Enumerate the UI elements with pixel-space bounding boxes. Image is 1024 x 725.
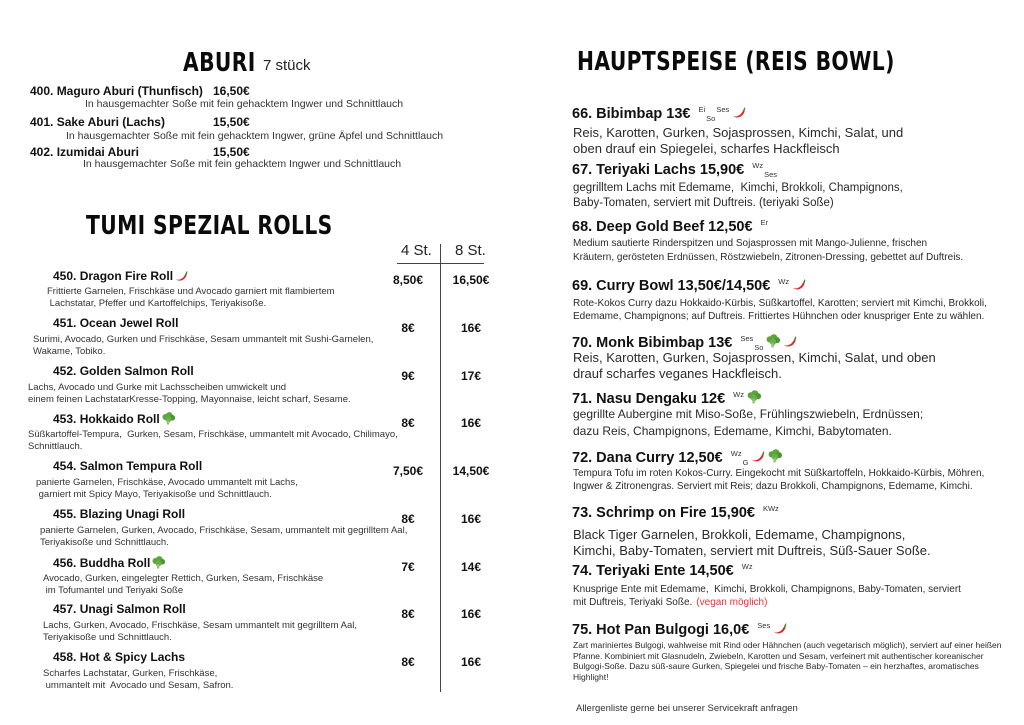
bowl-desc-line: dazu Reis, Champignons, Edemame, Kimchi, Babytomaten.: [573, 424, 892, 438]
roll-price-4: 8€: [401, 655, 415, 669]
bowl-desc-line: gegrillte Aubergine mit Miso-Soße, Frühlingszwiebeln, Erdnüssen;: [573, 407, 924, 421]
allergen-code: Wz: [733, 389, 744, 399]
allergen-code: Wz: [752, 161, 764, 170]
roll-price-8: 17€: [460, 369, 482, 383]
bowl-desc-line: Black Tiger Garnelen, Brokkoli, Edemame, Champignons,: [573, 527, 906, 542]
allergen-tags: [778, 278, 790, 294]
roll-price-4: 7€: [401, 560, 415, 574]
hauptspeise-heading: HAUPTSPEISE (REIS BOWL): [577, 47, 895, 77]
allergen-tags: [740, 335, 764, 351]
roll-name: 456. Buddha Roll: [53, 555, 166, 573]
bowl-name: 66. Bibimbap 13€ $^{Ei}_{So}^{Ses}$: [572, 104, 747, 124]
roll-desc-line: im Tofumantel und Teriyaki Soße: [43, 584, 184, 596]
allergen-code: Ses: [740, 333, 754, 343]
bowl-desc-line: Kräutern, gerösteten Erdnüssen, Röstzwiebeln, Zitronen-Dressing, gebettet auf Duftreis.: [573, 252, 964, 263]
bowl-desc-line: oben drauf ein Spiegelei, scharfes Hackfleisch: [573, 141, 840, 156]
allergen-code: Wz: [741, 562, 753, 571]
allergen-code: KWz: [762, 504, 779, 513]
aburi-item-desc: In hausgemachter Soße mit fein gehacktem Ingwer und Schnittlauch: [83, 158, 402, 170]
roll-desc-line: Lachs, Avocado und Gurke mit Lachsscheiben umwickelt und: [28, 382, 287, 393]
roll-desc-line: Surimi, Avocado, Gurken und Frischkäse, Sesam ummantelt mit Sushi-Garnelen,: [33, 334, 374, 345]
allergen-tags: [761, 219, 770, 235]
bowl-name: 68. Deep Gold Beef 12,50€ $^{Er}$: [572, 218, 769, 235]
aburi-heading: ABURI: [183, 48, 256, 78]
col-header-4: 4 St.: [401, 242, 432, 259]
bowl-desc-line: Knusprige Ente mit Edemame, Kimchi, Brokkoli, Champignons, Baby-Tomaten, serviert: [573, 584, 961, 595]
col-header-8: 8 St.: [455, 242, 486, 259]
roll-name: 450. Dragon Fire Roll: [53, 268, 189, 286]
allergen-code: So: [754, 342, 764, 352]
allergen-code: Er: [760, 218, 769, 227]
roll-name: 453. Hokkaido Roll: [53, 411, 176, 429]
vegan-note: (vegan möglich): [696, 597, 768, 608]
roll-desc-line: Lachs, Gurken, Avocado, Frischkäse, Sesam ummantelt mit gegrilltem Aal,: [43, 620, 357, 631]
bowl-desc-line: Ingwer & Zitronengras. Serviert mit Reis; dazu Brokkoli, Champignons, Edemame, Kimchi.: [573, 481, 973, 492]
roll-name: 451. Ocean Jewel Roll: [53, 316, 179, 330]
aburi-subtitle: 7 stück: [263, 57, 311, 74]
allergen-code: G: [742, 457, 749, 467]
roll-price-8: 16€: [460, 607, 482, 621]
rolls-heading: TUMI SPEZIAL ROLLS: [86, 211, 333, 241]
aburi-item-price: 16,50€: [213, 84, 250, 98]
bowl-desc-line: Baby-Tomaten, serviert mit Duftreis. (teriyaki Soße): [573, 197, 834, 209]
roll-price-8: 16€: [460, 416, 482, 430]
bowl-name: 71. Nasu Dengaku 12€ $^{Wz}$: [572, 389, 762, 409]
bowl-desc-line: Bulgogi-Soße. Dazu süß-saure Gurken, Spiegelei und frische Baby-Tomaten – ein herzhaftes, aromatisches: [573, 661, 979, 671]
aburi-item-desc: In hausgemachter Soße mit fein gehacktem Ingwer, grüne Äpfel und Schnittlauch: [66, 130, 444, 142]
allergen-tags: [742, 563, 754, 579]
roll-desc-line: Wakame, Tobiko.: [33, 345, 106, 357]
bowl-desc-line: drauf scharfes veganes Hackfleisch.: [573, 366, 782, 381]
roll-name: 454. Salmon Tempura Roll: [53, 459, 203, 473]
roll-desc-line: Teriyakisoße und Schnittlauch.: [40, 536, 169, 548]
broccoli-icon: [151, 555, 166, 573]
bowl-name: 75. Hot Pan Bulgogi 16,0€ $^{Ses}$: [572, 620, 788, 640]
aburi-item-price: 15,50€: [213, 145, 250, 159]
roll-desc-line: Lachstatar, Pfeffer und Kartoffelchips, Teriyakisoße.: [47, 297, 267, 309]
bowl-name: 70. Monk Bibimbap 13€ $^{Ses}_{So}$: [572, 333, 798, 353]
roll-price-4: 7,50€: [392, 464, 424, 478]
bowl-desc-line: Kimchi, Baby-Tomaten, serviert mit Duftreis, Süß-Sauer Soße.: [573, 543, 931, 558]
roll-price-4: 8€: [401, 416, 415, 430]
allergen-tags: [752, 162, 778, 178]
bowl-desc-line: Highlight!: [573, 671, 609, 682]
bowl-desc-line: gegrilltem Lachs mit Edemame, Kimchi, Brokkoli, Champignons,: [573, 182, 903, 194]
allergen-code: Ses: [716, 104, 730, 114]
bowl-desc-line: Pfanne. Kombiniert mit Glasnudeln, Zwiebeln, Karotten und Sesam, verfeinert mit authentischer koreanischer: [573, 650, 984, 661]
roll-price-8: 14,50€: [452, 464, 490, 478]
allergen-code: Ses: [757, 620, 771, 630]
bowl-desc-line: Tempura Tofu im roten Kokos-Curry. Eingekocht mit Süßkartoffeln, Hokkaido-Kürbis, Möhren,: [573, 468, 985, 479]
bowl-name: 69. Curry Bowl 13,50€/14,50€ $^{Wz}$: [572, 276, 807, 296]
allergen-tags: [763, 505, 780, 521]
roll-price-4: 8,50€: [392, 273, 424, 287]
bowl-name: 67. Teriyaki Lachs 15,90€ $^{Wz}_{Ses}$: [572, 161, 778, 179]
broccoli-icon: [161, 411, 176, 429]
allergen-code: Wz: [778, 276, 790, 286]
aburi-item-desc: In hausgemachter Soße mit fein gehacktem Ingwer und Schnittlauch: [85, 98, 404, 110]
chili-pepper-icon: [750, 448, 766, 468]
bowl-desc-line: Zart mariniertes Bulgogi, wahlweise mit Rind oder Hähnchen (auch vegetarisch möglich), serviert auf einer heißen: [573, 640, 1002, 650]
chili-pepper-icon: [174, 268, 189, 286]
roll-name: 452. Golden Salmon Roll: [53, 364, 194, 378]
roll-desc-line: einem feinen LachstatarKresse-Topping, Mayonnaise, leicht scharf, Sesame.: [28, 393, 351, 405]
roll-name: 458. Hot & Spicy Lachs: [53, 650, 186, 664]
roll-price-4: 8€: [401, 321, 415, 335]
roll-desc-line: Scharfes Lachstatar, Gurken, Frischkäse,: [43, 668, 218, 679]
allergen-tags: [757, 622, 771, 638]
allergen-code: So: [706, 113, 716, 123]
roll-name: 457. Unagi Salmon Roll: [53, 602, 186, 616]
roll-price-8: 16,50€: [452, 273, 490, 287]
roll-price-4: 8€: [401, 607, 415, 621]
allergen-code: Wz: [730, 448, 742, 458]
bowl-desc-line: Reis, Karotten, Gurken, Sojasprossen, Kimchi, Salat, und oben: [573, 350, 936, 365]
bowl-desc-line: Reis, Karotten, Gurken, Sojasprossen, Kimchi, Salat, und: [573, 125, 904, 140]
bowl-desc-line: mit Duftreis, Teriyaki Soße. (vegan möglich): [573, 597, 768, 608]
chili-pepper-icon: [791, 276, 807, 296]
roll-desc-line: Avocado, Gurken, eingelegter Rettich, Gurken, Sesam, Frischkäse: [43, 573, 324, 584]
roll-desc-line: Frittierte Garnelen, Frischkäse und Avocado garniert mit flambiertem: [47, 286, 335, 297]
roll-name: 455. Blazing Unagi Roll: [53, 507, 186, 521]
roll-desc-line: panierte Garnelen, Frischkäse, Avocado ummantelt mit Lachs,: [36, 477, 298, 488]
bowl-desc-line: Rote-Kokos Curry dazu Hokkaido-Kürbis, Süßkartoffel, Karotten; serviert mit Kimchi, Brokkoli,: [573, 298, 987, 309]
roll-desc-line: Schnittlauch.: [28, 440, 83, 452]
aburi-item-price: 15,50€: [213, 115, 250, 129]
aburi-item-name: 401. Sake Aburi (Lachs): [30, 115, 165, 129]
allergen-code: Ei: [698, 104, 706, 114]
roll-price-8: 16€: [460, 655, 482, 669]
aburi-item-name: 402. Izumidai Aburi: [30, 145, 139, 159]
roll-price-8: 16€: [460, 512, 482, 526]
chili-pepper-icon: [772, 620, 788, 640]
allergen-code: Ses: [764, 170, 778, 179]
roll-desc-line: Teriyakisoße und Schnittlauch.: [43, 631, 172, 643]
allergen-tags: [698, 106, 730, 122]
chili-pepper-icon: [731, 104, 747, 124]
allergen-tags: [733, 391, 745, 407]
broccoli-icon: [767, 448, 783, 468]
allergen-tags: [731, 450, 750, 466]
bowl-desc-line: Edemame, Champignons; auf Duftreis. Frittiertes Hühnchen oder knuspriger Ente zu wählen.: [573, 311, 985, 322]
bowl-name: 72. Dana Curry 12,50€ $^{Wz}_G$: [572, 448, 783, 468]
bowl-name: 73. Schrimp on Fire 15,90€ $^{KWz}$: [572, 504, 779, 521]
roll-desc-line: Süßkartoffel-Tempura, Gurken, Sesam, Frischkäse, ummantelt mit Avocado, Chilimayo,: [28, 429, 398, 440]
roll-desc-line: garniert mit Spicy Mayo, Teriyakisoße und Schnittlauch.: [36, 488, 272, 500]
roll-price-8: 14€: [460, 560, 482, 574]
roll-price-8: 16€: [460, 321, 482, 335]
bowl-desc-line: Medium sautierte Rinderspitzen und Sojasprossen mit Mango-Julienne, frischen: [573, 238, 928, 249]
roll-price-4: 9€: [401, 369, 415, 383]
roll-desc-line: ummantelt mit Avocado und Sesam, Safron.: [43, 679, 234, 691]
aburi-item-name: 400. Maguro Aburi (Thunfisch): [30, 84, 203, 98]
roll-desc-line: panierte Garnelen, Gurken, Avocado, Frischkäse, Sesam, ummantelt mit gegrilltem Aal,: [40, 525, 408, 536]
bowl-name: 74. Teriyaki Ente 14,50€ $^{Wz}$: [572, 562, 753, 579]
roll-price-4: 8€: [401, 512, 415, 526]
allergen-footer: Allergenliste gerne bei unserer Servicekraft anfragen: [576, 703, 798, 714]
